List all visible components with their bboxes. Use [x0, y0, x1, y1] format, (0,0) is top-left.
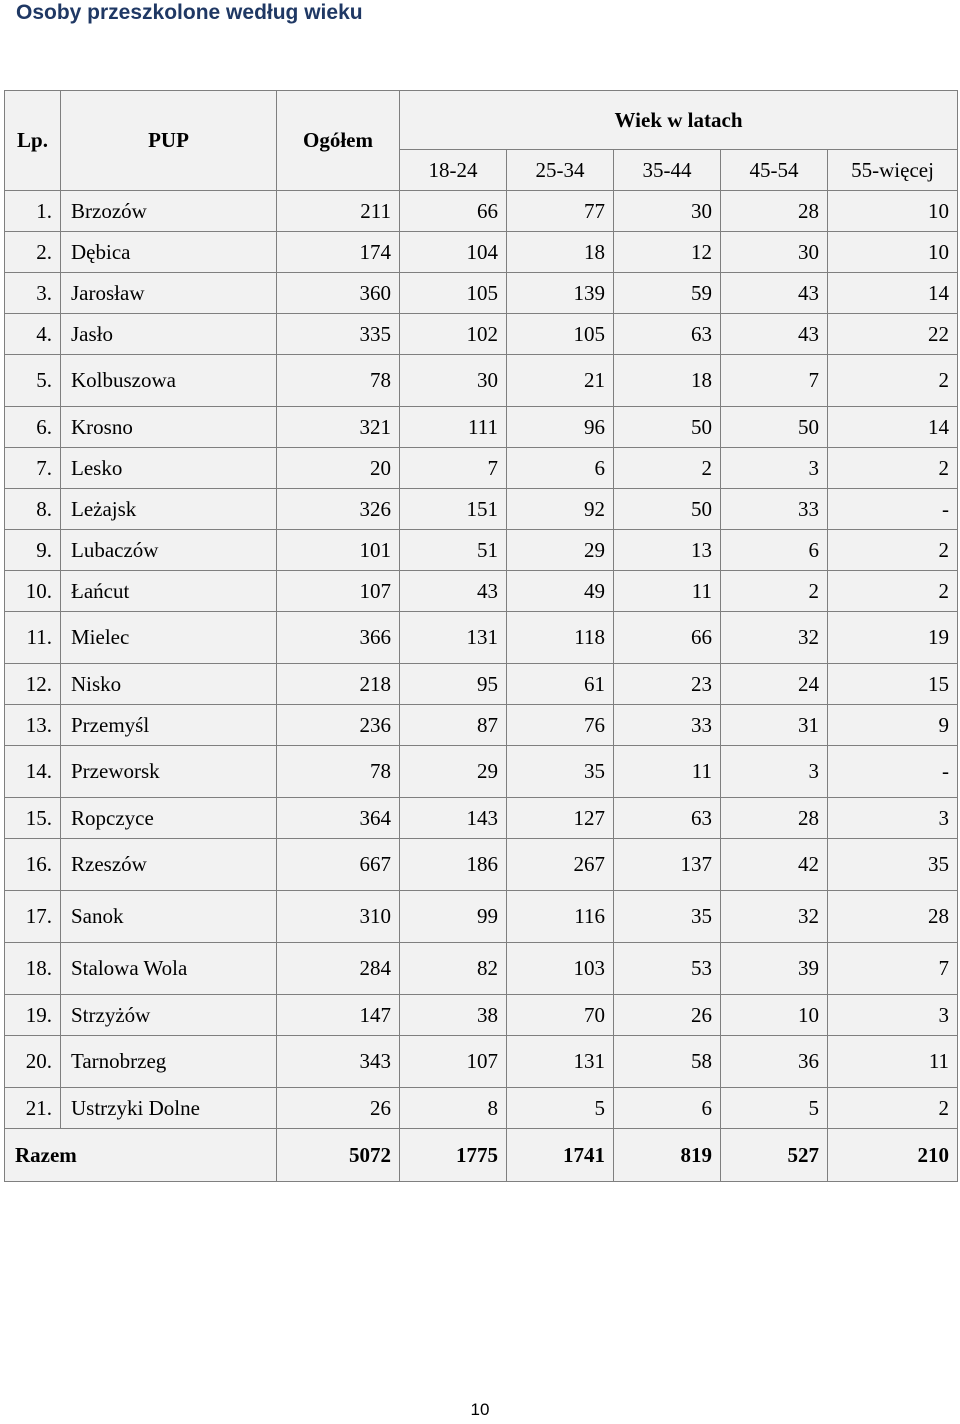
- row-lp: 14.: [5, 746, 61, 798]
- row-age-value: 28: [721, 191, 828, 232]
- row-age-value: 39: [721, 943, 828, 995]
- row-age-value: 13: [614, 530, 721, 571]
- row-age-value: 105: [400, 273, 507, 314]
- table-row: [5, 273, 958, 314]
- row-age-value: 6: [614, 1088, 721, 1129]
- row-pup-name: Dębica: [61, 232, 277, 273]
- row-age-value: 99: [400, 891, 507, 943]
- row-pup-name: Krosno: [61, 407, 277, 448]
- header-age-group: Wiek w latach: [400, 91, 958, 150]
- table-row: [5, 530, 958, 571]
- row-age-value: -: [828, 746, 958, 798]
- table-row: [5, 191, 958, 232]
- row-age-value: 137: [614, 839, 721, 891]
- row-age-value: 11: [614, 746, 721, 798]
- row-ogolem: 174: [277, 232, 400, 273]
- row-age-value: 23: [614, 664, 721, 705]
- row-age-value: 50: [721, 407, 828, 448]
- row-age-value: 2: [828, 571, 958, 612]
- row-age-value: 26: [614, 995, 721, 1036]
- header-ogolem: Ogółem: [277, 91, 400, 191]
- row-age-value: 61: [507, 664, 614, 705]
- row-age-value: -: [828, 489, 958, 530]
- header-age: 18-24: [400, 150, 507, 191]
- header-row-top: [5, 91, 958, 150]
- row-ogolem: 236: [277, 705, 400, 746]
- row-pup-name: Łańcut: [61, 571, 277, 612]
- row-pup-name: Brzozów: [61, 191, 277, 232]
- row-pup-name: Sanok: [61, 891, 277, 943]
- row-age-value: 111: [400, 407, 507, 448]
- row-age-value: 33: [614, 705, 721, 746]
- row-age-value: 95: [400, 664, 507, 705]
- row-age-value: 18: [614, 355, 721, 407]
- row-lp: 18.: [5, 943, 61, 995]
- row-age-value: 105: [507, 314, 614, 355]
- row-lp: 9.: [5, 530, 61, 571]
- row-age-value: 131: [400, 612, 507, 664]
- row-age-value: 139: [507, 273, 614, 314]
- table-row: [5, 664, 958, 705]
- row-age-value: 31: [721, 705, 828, 746]
- row-age-value: 77: [507, 191, 614, 232]
- table-row: [5, 746, 958, 798]
- table-row: [5, 839, 958, 891]
- total-ogolem: 5072: [277, 1129, 400, 1182]
- row-lp: 19.: [5, 995, 61, 1036]
- row-lp: 15.: [5, 798, 61, 839]
- row-age-value: 12: [614, 232, 721, 273]
- row-lp: 20.: [5, 1036, 61, 1088]
- row-age-value: 116: [507, 891, 614, 943]
- row-pup-name: Nisko: [61, 664, 277, 705]
- row-pup-name: Jarosław: [61, 273, 277, 314]
- row-ogolem: 343: [277, 1036, 400, 1088]
- total-age-value: 1741: [507, 1129, 614, 1182]
- row-age-value: 50: [614, 489, 721, 530]
- row-ogolem: 321: [277, 407, 400, 448]
- row-pup-name: Przemyśl: [61, 705, 277, 746]
- row-pup-name: Lubaczów: [61, 530, 277, 571]
- header-lp: Lp.: [5, 91, 61, 191]
- row-pup-name: Kolbuszowa: [61, 355, 277, 407]
- row-age-value: 76: [507, 705, 614, 746]
- row-lp: 8.: [5, 489, 61, 530]
- row-age-value: 58: [614, 1036, 721, 1088]
- row-age-value: 8: [400, 1088, 507, 1129]
- row-age-value: 3: [828, 798, 958, 839]
- row-age-value: 22: [828, 314, 958, 355]
- row-lp: 6.: [5, 407, 61, 448]
- row-age-value: 15: [828, 664, 958, 705]
- table-row: [5, 705, 958, 746]
- table-row: [5, 995, 958, 1036]
- row-age-value: 10: [828, 191, 958, 232]
- total-age-value: 527: [721, 1129, 828, 1182]
- row-age-value: 3: [721, 448, 828, 489]
- row-age-value: 5: [721, 1088, 828, 1129]
- table-row: [5, 943, 958, 995]
- row-age-value: 66: [614, 612, 721, 664]
- row-age-value: 63: [614, 798, 721, 839]
- row-age-value: 28: [721, 798, 828, 839]
- header-age: 35-44: [614, 150, 721, 191]
- table-row: [5, 571, 958, 612]
- row-age-value: 118: [507, 612, 614, 664]
- row-pup-name: Jasło: [61, 314, 277, 355]
- row-age-value: 2: [828, 448, 958, 489]
- row-pup-name: Mielec: [61, 612, 277, 664]
- row-age-value: 2: [721, 571, 828, 612]
- table-row: [5, 1036, 958, 1088]
- row-age-value: 104: [400, 232, 507, 273]
- row-age-value: 2: [828, 1088, 958, 1129]
- row-age-value: 6: [721, 530, 828, 571]
- row-age-value: 11: [614, 571, 721, 612]
- total-row: [5, 1129, 958, 1182]
- row-age-value: 102: [400, 314, 507, 355]
- row-age-value: 49: [507, 571, 614, 612]
- row-age-value: 14: [828, 273, 958, 314]
- row-ogolem: 211: [277, 191, 400, 232]
- row-age-value: 82: [400, 943, 507, 995]
- row-ogolem: 667: [277, 839, 400, 891]
- row-pup-name: Rzeszów: [61, 839, 277, 891]
- row-pup-name: Ropczyce: [61, 798, 277, 839]
- training-by-age-table: [4, 90, 958, 1182]
- row-age-value: 14: [828, 407, 958, 448]
- table-body: [5, 191, 958, 1129]
- row-age-value: 43: [721, 273, 828, 314]
- row-ogolem: 107: [277, 571, 400, 612]
- row-age-value: 143: [400, 798, 507, 839]
- row-age-value: 35: [507, 746, 614, 798]
- row-lp: 1.: [5, 191, 61, 232]
- row-pup-name: Przeworsk: [61, 746, 277, 798]
- row-age-value: 107: [400, 1036, 507, 1088]
- row-lp: 16.: [5, 839, 61, 891]
- row-ogolem: 101: [277, 530, 400, 571]
- row-lp: 10.: [5, 571, 61, 612]
- row-age-value: 53: [614, 943, 721, 995]
- row-age-value: 7: [400, 448, 507, 489]
- row-age-value: 2: [614, 448, 721, 489]
- row-age-value: 19: [828, 612, 958, 664]
- row-ogolem: 335: [277, 314, 400, 355]
- row-age-value: 50: [614, 407, 721, 448]
- row-age-value: 43: [721, 314, 828, 355]
- row-lp: 21.: [5, 1088, 61, 1129]
- header-age: 55-więcej: [828, 150, 958, 191]
- row-age-value: 186: [400, 839, 507, 891]
- row-age-value: 43: [400, 571, 507, 612]
- table-row: [5, 407, 958, 448]
- row-age-value: 32: [721, 612, 828, 664]
- row-pup-name: Leżajsk: [61, 489, 277, 530]
- row-ogolem: 360: [277, 273, 400, 314]
- row-ogolem: 366: [277, 612, 400, 664]
- row-age-value: 66: [400, 191, 507, 232]
- row-age-value: 3: [721, 746, 828, 798]
- header-age: 45-54: [721, 150, 828, 191]
- table-row: [5, 489, 958, 530]
- row-lp: 7.: [5, 448, 61, 489]
- row-lp: 17.: [5, 891, 61, 943]
- row-age-value: 63: [614, 314, 721, 355]
- row-ogolem: 310: [277, 891, 400, 943]
- table-row: [5, 232, 958, 273]
- row-lp: 2.: [5, 232, 61, 273]
- row-lp: 4.: [5, 314, 61, 355]
- row-age-value: 10: [721, 995, 828, 1036]
- row-age-value: 29: [400, 746, 507, 798]
- row-age-value: 10: [828, 232, 958, 273]
- total-age-value: 819: [614, 1129, 721, 1182]
- row-ogolem: 364: [277, 798, 400, 839]
- row-age-value: 11: [828, 1036, 958, 1088]
- row-pup-name: Ustrzyki Dolne: [61, 1088, 277, 1129]
- row-age-value: 30: [721, 232, 828, 273]
- table-row: [5, 891, 958, 943]
- row-lp: 13.: [5, 705, 61, 746]
- row-age-value: 33: [721, 489, 828, 530]
- row-ogolem: 218: [277, 664, 400, 705]
- row-age-value: 2: [828, 355, 958, 407]
- row-age-value: 92: [507, 489, 614, 530]
- row-age-value: 7: [828, 943, 958, 995]
- row-pup-name: Stalowa Wola: [61, 943, 277, 995]
- row-ogolem: 326: [277, 489, 400, 530]
- total-label: Razem: [5, 1129, 277, 1182]
- row-age-value: 9: [828, 705, 958, 746]
- header-pup: PUP: [61, 91, 277, 191]
- row-age-value: 28: [828, 891, 958, 943]
- row-pup-name: Strzyżów: [61, 995, 277, 1036]
- row-age-value: 21: [507, 355, 614, 407]
- row-age-value: 87: [400, 705, 507, 746]
- table-row: [5, 612, 958, 664]
- total-age-value: 1775: [400, 1129, 507, 1182]
- row-age-value: 24: [721, 664, 828, 705]
- row-age-value: 35: [828, 839, 958, 891]
- row-ogolem: 78: [277, 355, 400, 407]
- row-age-value: 38: [400, 995, 507, 1036]
- table-row: [5, 355, 958, 407]
- total-age-value: 210: [828, 1129, 958, 1182]
- row-age-value: 29: [507, 530, 614, 571]
- row-age-value: 51: [400, 530, 507, 571]
- page-title: Osoby przeszkolone według wieku: [16, 1, 363, 24]
- row-age-value: 59: [614, 273, 721, 314]
- row-ogolem: 147: [277, 995, 400, 1036]
- row-age-value: 70: [507, 995, 614, 1036]
- row-age-value: 103: [507, 943, 614, 995]
- row-age-value: 18: [507, 232, 614, 273]
- row-age-value: 2: [828, 530, 958, 571]
- row-age-value: 32: [721, 891, 828, 943]
- row-pup-name: Tarnobrzeg: [61, 1036, 277, 1088]
- row-age-value: 3: [828, 995, 958, 1036]
- row-age-value: 30: [400, 355, 507, 407]
- row-lp: 3.: [5, 273, 61, 314]
- header-age: 25-34: [507, 150, 614, 191]
- table-row: [5, 314, 958, 355]
- row-age-value: 42: [721, 839, 828, 891]
- page-number: 10: [470, 1400, 490, 1419]
- row-age-value: 131: [507, 1036, 614, 1088]
- row-ogolem: 26: [277, 1088, 400, 1129]
- row-ogolem: 284: [277, 943, 400, 995]
- row-lp: 11.: [5, 612, 61, 664]
- table-row: [5, 1088, 958, 1129]
- row-age-value: 96: [507, 407, 614, 448]
- row-age-value: 6: [507, 448, 614, 489]
- row-lp: 5.: [5, 355, 61, 407]
- row-age-value: 5: [507, 1088, 614, 1129]
- table-row: [5, 798, 958, 839]
- row-age-value: 151: [400, 489, 507, 530]
- row-ogolem: 78: [277, 746, 400, 798]
- row-age-value: 127: [507, 798, 614, 839]
- row-age-value: 267: [507, 839, 614, 891]
- table-row: [5, 448, 958, 489]
- row-age-value: 30: [614, 191, 721, 232]
- row-age-value: 7: [721, 355, 828, 407]
- row-ogolem: 20: [277, 448, 400, 489]
- row-lp: 12.: [5, 664, 61, 705]
- row-age-value: 36: [721, 1036, 828, 1088]
- row-pup-name: Lesko: [61, 448, 277, 489]
- row-age-value: 35: [614, 891, 721, 943]
